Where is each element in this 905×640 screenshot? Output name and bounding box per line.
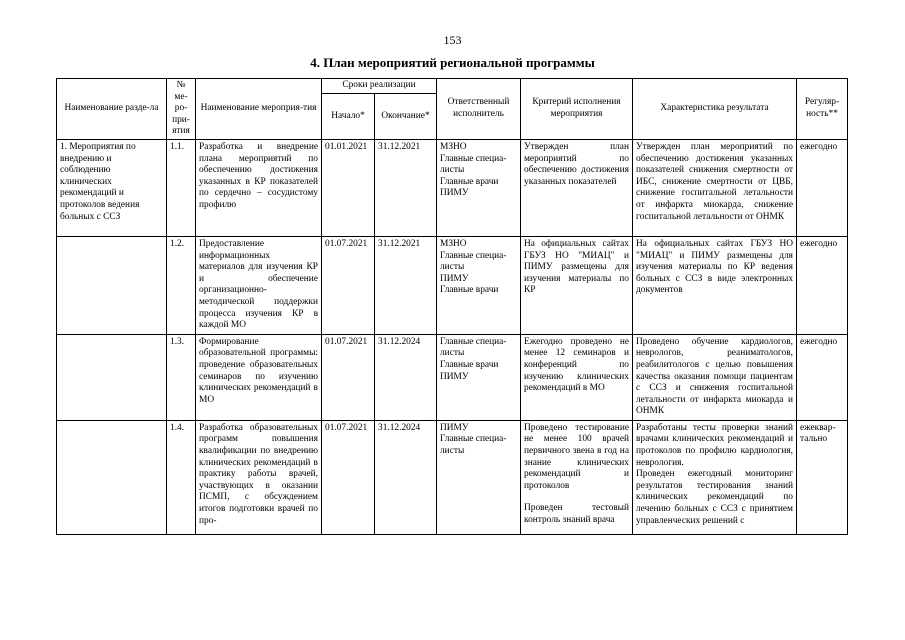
- start-date-cell: 01.07.2021: [322, 236, 375, 334]
- section-name-cell: [57, 236, 167, 334]
- event-number-cell: 1.2.: [167, 236, 196, 334]
- start-date-cell: 01.07.2021: [322, 334, 375, 420]
- table-body: [57, 139, 848, 534]
- event-number-cell: 1.3.: [167, 334, 196, 420]
- event-name-cell: Разработка образовательных программ повышения квалификации по внедрению клинических рекомендаций в практику работы врачей, участвующих в оказании ПСМП, с обсуждением итогов подготовки врачей по про-: [196, 420, 322, 534]
- regularity-cell: ежегодно: [797, 139, 848, 236]
- result-cell: [633, 139, 797, 236]
- responsible-cell-line: Главные специа-листы: [440, 153, 507, 176]
- responsible-cell-line: ПИМУ: [440, 422, 469, 433]
- end-date-cell: 31.12.2024: [375, 420, 437, 534]
- responsible-cell-line: Главные врачи ПИМУ: [440, 359, 499, 382]
- criterion-cell-line: Утвержден план мероприятий по обеспечению достижения указанных показателей: [524, 141, 629, 187]
- table-row: [57, 139, 848, 236]
- table-row: [57, 236, 848, 334]
- responsible-cell: [437, 139, 521, 236]
- header-end: Окончание*: [375, 93, 437, 139]
- responsible-cell-line: Главные врачи: [440, 285, 499, 296]
- responsible-cell: [437, 334, 521, 420]
- action-plan-table: [56, 78, 848, 535]
- criterion-cell-line: Проведено тестирование не менее 100 врачей первичного звена в год на знание клинических рекомендаций и протоколов: [524, 422, 629, 491]
- result-cell-line: Проведено обучение кардиологов, неврологов, реаниматологов, реабилитологов с целью повышения качества оказания помощи пациентам с ССЗ и снижения госпитальной летальности от инфаркта миокарда и ОНМК: [636, 336, 793, 417]
- event-name-cell: Разработка и внедрение плана мероприятий по обеспечению достижения указанных в КР показателей по сердечно – сосудистому профилю: [196, 139, 322, 236]
- header-event-number: № ме-ро-при-ятия: [167, 79, 196, 140]
- header-criterion: Критерий исполнения мероприятия: [521, 79, 633, 140]
- event-number-cell: 1.4.: [167, 420, 196, 534]
- result-cell-line: На официальных сайтах ГБУЗ НО "МИАЦ" и ПИМУ размещены для изучения материалы по КР ведения больных с ССЗ в виде электронных документов: [636, 238, 793, 296]
- criterion-cell: [521, 236, 633, 334]
- result-cell: [633, 420, 797, 534]
- responsible-cell-line: МЗНО: [440, 141, 467, 152]
- responsible-cell-line: МЗНО: [440, 238, 467, 249]
- criterion-cell-line: На официальных сайтах ГБУЗ НО "МИАЦ" и ПИМУ размещены для изучения материалы по КР: [524, 238, 629, 296]
- header-responsible: Ответственный исполнитель: [437, 79, 521, 140]
- responsible-cell-line: Главные врачи ПИМУ: [440, 176, 499, 199]
- page-number: 153: [443, 33, 462, 47]
- start-date-cell: 01.01.2021: [322, 139, 375, 236]
- regularity-cell: ежегодно: [797, 236, 848, 334]
- section-title: 4. План мероприятий региональной программы: [310, 55, 595, 70]
- end-date-cell: 31.12.2024: [375, 334, 437, 420]
- regularity-cell: ежеквар-тально: [797, 420, 848, 534]
- responsible-cell-line: ПИМУ: [440, 273, 469, 284]
- result-cell-line: Проведен ежегодный мониторинг результатов тестирования знаний клинических рекомендаций по лечению больных с ССЗ с принятием управленческих решений с: [636, 469, 793, 526]
- header-start: Начало*: [322, 93, 375, 139]
- header-section-name: Наименование разде-ла: [57, 79, 167, 140]
- result-cell: [633, 334, 797, 420]
- event-name-cell: Предоставление информационных материалов для изучения КР и обеспечение организационно-методической поддержки процесса изучения КР в каждой МО: [196, 236, 322, 334]
- result-cell-line: Утвержден план мероприятий по обеспечению достижения указанных показателей снижения смертности от ИБС, снижение смертности от ЦВБ, снижение госпитальной летальности от инфаркта миокарда, снижение госпитальной летальности от ОНМК: [636, 141, 793, 222]
- table-row: [57, 420, 848, 534]
- responsible-cell: [437, 236, 521, 334]
- start-date-cell: 01.07.2021: [322, 420, 375, 534]
- header-regularity: Регуляр-ность**: [797, 79, 848, 140]
- criterion-cell: [521, 420, 633, 534]
- end-date-cell: 31.12.2021: [375, 139, 437, 236]
- event-name-cell: Формирование образовательной программы: проведение образовательных семинаров по изучению клинических рекомендаций в МО: [196, 334, 322, 420]
- event-number-cell: 1.1.: [167, 139, 196, 236]
- criterion-cell-line: Ежегодно проведено не менее 12 семинаров и конференций по изучению клинических рекомендаций в МО: [524, 336, 629, 394]
- end-date-cell: 31.12.2021: [375, 236, 437, 334]
- header-deadlines: Сроки реализации: [322, 79, 437, 94]
- responsible-cell-line: Главные специа-листы: [440, 336, 507, 359]
- criterion-cell-line: Проведен тестовый контроль знаний врача: [524, 503, 629, 526]
- header-result: Характеристика результата: [633, 79, 797, 140]
- section-name-cell: [57, 334, 167, 420]
- responsible-cell-line: Главные специа-листы: [440, 250, 507, 273]
- result-cell: [633, 236, 797, 334]
- responsible-cell: [437, 420, 521, 534]
- regularity-cell: ежегодно: [797, 334, 848, 420]
- criterion-cell: [521, 334, 633, 420]
- table-row: [57, 334, 848, 420]
- result-cell-line: Разработаны тесты проверки знаний врачами клинических рекомендаций и протоколов по профилю кардиология, неврология.: [636, 422, 793, 468]
- responsible-cell-line: Главные специа-листы: [440, 434, 507, 457]
- header-event-name: Наименование мероприя-тия: [196, 79, 322, 140]
- section-name-cell: [57, 420, 167, 534]
- section-name-cell: 1. Мероприятия по внедрению и соблюдению клинических рекомендаций и протоколов ведения больных с ССЗ: [57, 139, 167, 236]
- criterion-cell: [521, 139, 633, 236]
